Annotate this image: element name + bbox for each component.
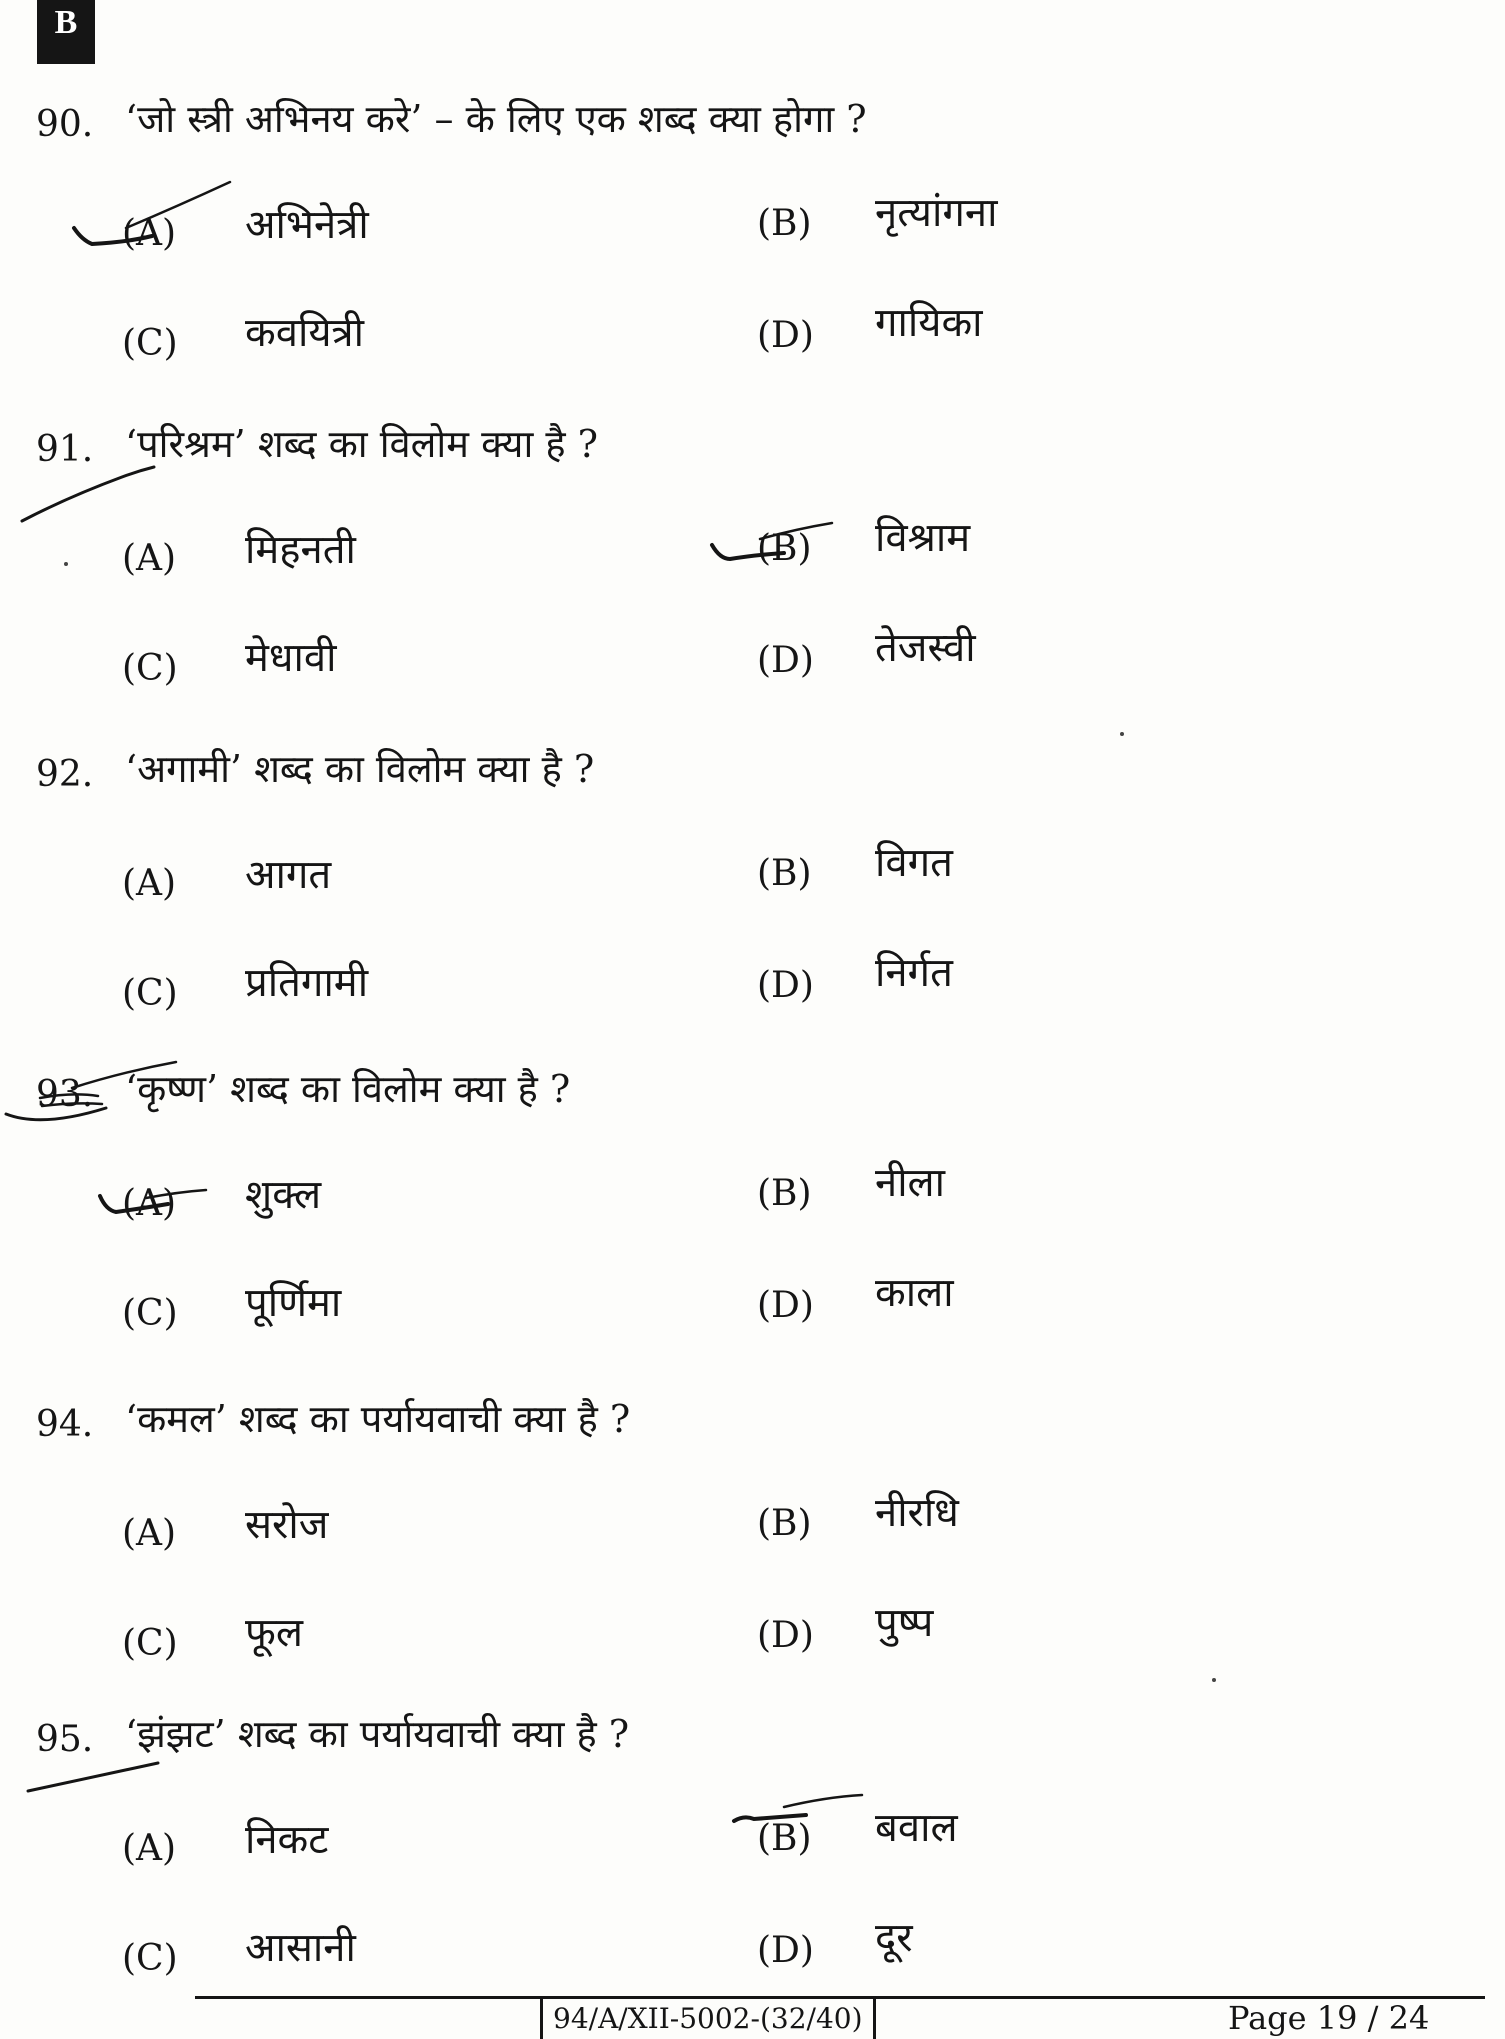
page-number: Page 19 / 24 [1228,1999,1430,2037]
option-a-letter[interactable]: (A) [122,213,177,254]
option-a-letter[interactable]: (A) [122,863,177,904]
question-90 [0,97,1505,420]
set-label-badge: B [37,0,95,64]
option-b-text: नृत्यांगना [875,190,998,236]
option-d-text: तेजस्वी [875,625,976,671]
question-text: ‘कृष्ण’ शब्द का विलोम क्या है ? [125,1067,571,1111]
option-b-letter[interactable]: (B) [757,528,812,569]
option-b-text: विगत [875,840,953,886]
option-a-letter[interactable]: (A) [122,538,177,579]
option-c-letter[interactable]: (C) [122,973,178,1014]
option-b-text: नीरधि [875,1490,959,1536]
option-d-letter[interactable]: (D) [757,1615,814,1656]
option-a-letter[interactable]: (A) [122,1183,177,1224]
question-number: 91. [36,429,94,470]
question-text: ‘परिश्रम’ शब्द का विलोम क्या है ? [125,422,598,466]
option-d-text: काला [875,1270,954,1316]
option-b-text: विश्राम [875,515,971,561]
option-b-letter[interactable]: (B) [757,853,812,894]
option-d-letter[interactable]: (D) [757,640,814,681]
option-c-text: फूल [245,1610,303,1656]
option-b-letter[interactable]: (B) [757,1818,812,1859]
option-c-text: मेधावी [245,635,337,681]
option-d-text: दूर [875,1915,913,1961]
option-d-text: गायिका [875,300,983,346]
paper-code: 94/A/XII-5002-(32/40) [540,1999,876,2039]
question-number: 92. [36,754,94,795]
speck [1212,1678,1216,1682]
option-c-text: आसानी [245,1925,356,1971]
option-c-letter[interactable]: (C) [122,1938,178,1979]
option-b-letter[interactable]: (B) [757,203,812,244]
question-number: 95. [36,1719,94,1760]
option-c-text: कवयित्री [245,310,364,356]
speck [64,562,68,566]
question-93 [0,1067,1505,1390]
option-b-letter[interactable]: (B) [757,1503,812,1544]
question-91 [0,422,1505,745]
question-number: 94. [36,1404,94,1445]
option-b-text: नीला [875,1160,946,1206]
question-94 [0,1397,1505,1720]
option-d-letter[interactable]: (D) [757,315,814,356]
option-c-letter[interactable]: (C) [122,1623,178,1664]
option-d-letter[interactable]: (D) [757,1285,814,1326]
option-a-letter[interactable]: (A) [122,1513,177,1554]
option-c-text: प्रतिगामी [245,960,369,1006]
question-text: ‘जो स्त्री अभिनय करे’ – के लिए एक शब्द क्या होगा ? [125,97,867,141]
option-a-text: आगत [245,852,332,898]
question-95 [0,1712,1505,2035]
option-c-letter[interactable]: (C) [122,1293,178,1334]
option-b-letter[interactable]: (B) [757,1173,812,1214]
option-a-text: शुक्ल [245,1172,322,1218]
question-92 [0,747,1505,1070]
option-a-letter[interactable]: (A) [122,1828,177,1869]
option-b-text: बवाल [875,1805,958,1851]
question-text: ‘कमल’ शब्द का पर्यायवाची क्या है ? [125,1397,631,1441]
question-number: 90. [36,104,94,145]
option-d-letter[interactable]: (D) [757,1930,814,1971]
question-text: ‘अगामी’ शब्द का विलोम क्या है ? [125,747,595,791]
option-a-text: निकट [245,1817,329,1863]
option-d-letter[interactable]: (D) [757,965,814,1006]
option-c-letter[interactable]: (C) [122,648,178,689]
question-text: ‘झंझट’ शब्द का पर्यायवाची क्या है ? [125,1712,630,1756]
option-a-text: मिहनती [245,527,356,573]
option-a-text: अभिनेत्री [245,202,369,248]
question-number: 93. [36,1074,94,1115]
speck [1120,732,1124,736]
option-c-letter[interactable]: (C) [122,323,178,364]
option-c-text: पूर्णिमा [245,1280,342,1326]
option-a-text: सरोज [245,1502,329,1548]
option-d-text: निर्गत [875,950,953,996]
option-d-text: पुष्प [875,1600,934,1646]
